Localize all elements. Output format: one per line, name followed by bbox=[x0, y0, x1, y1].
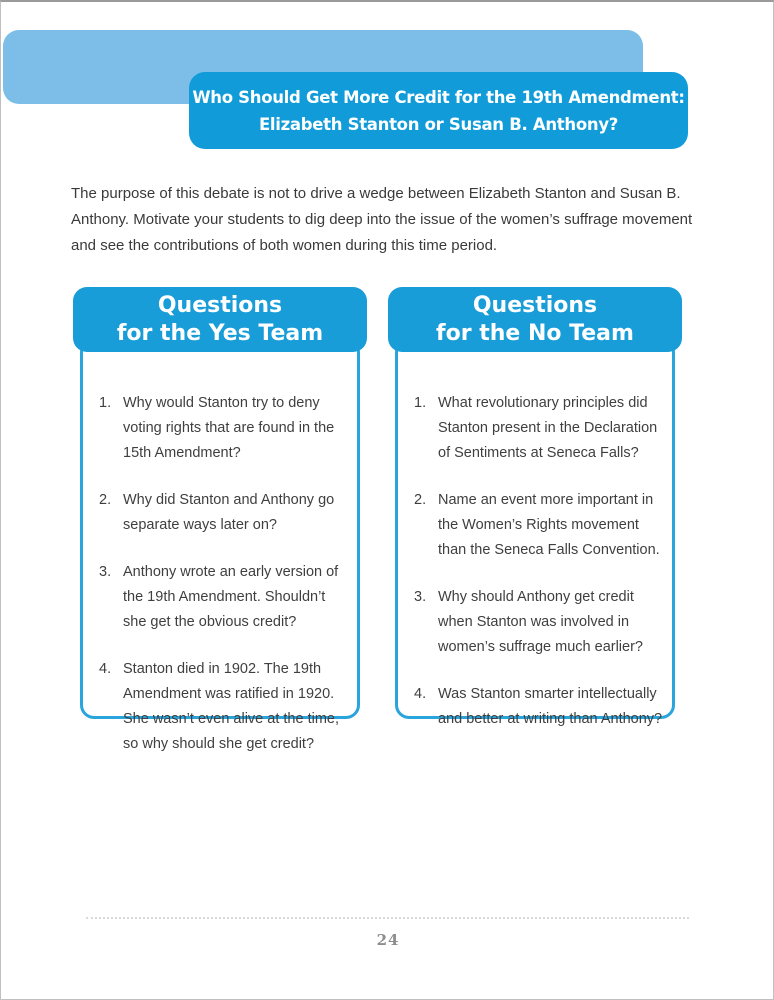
list-item bbox=[99, 391, 349, 466]
question-number: 3. bbox=[99, 564, 112, 580]
yes-team-title-line2: for the Yes Team bbox=[116, 320, 324, 346]
list-item bbox=[414, 391, 664, 466]
list-item bbox=[414, 488, 664, 563]
question-text: Why did Stanton and Anthony go separate ways later on? bbox=[123, 492, 335, 533]
question-number: 4. bbox=[99, 661, 112, 677]
question-number: 2. bbox=[414, 492, 427, 508]
no-team-box bbox=[388, 287, 682, 727]
no-team-title-line2: for the No Team bbox=[436, 320, 634, 346]
page-title-line2: Elizabeth Stanton or Susan B. Anthony? bbox=[258, 114, 619, 134]
question-number: 1. bbox=[414, 395, 427, 411]
list-item bbox=[99, 488, 349, 538]
page-number: 24 bbox=[376, 931, 400, 949]
list-item bbox=[414, 585, 664, 660]
question-number: 1. bbox=[99, 395, 112, 411]
no-team-box-title bbox=[388, 287, 682, 352]
question-number: 3. bbox=[414, 589, 427, 605]
page-title-line1: Who Should Get More Credit for the 19th Amendment: bbox=[192, 87, 685, 107]
no-team-title-line1: Questions bbox=[472, 292, 598, 318]
no-team-question-list bbox=[395, 338, 675, 727]
footer-divider bbox=[86, 917, 689, 919]
question-text: Stanton died in 1902. The 19th Amendment was ratified in 1920. She wasn’t even alive at the time, so why should she get credit? bbox=[123, 661, 340, 752]
list-item bbox=[99, 560, 349, 635]
question-number: 4. bbox=[414, 686, 427, 702]
yes-team-box-title bbox=[73, 287, 367, 352]
yes-team-question-list bbox=[80, 338, 360, 752]
question-text: Why would Stanton try to deny voting rights that are found in the 15th Amendment? bbox=[123, 395, 335, 461]
question-text: Anthony wrote an early version of the 19th Amendment. Shouldn’t she get the obvious credit? bbox=[123, 564, 339, 630]
question-text: Was Stanton smarter intellectually and better at writing than Anthony? bbox=[438, 686, 663, 727]
list-item bbox=[99, 657, 349, 757]
question-text: Why should Anthony get credit when Stanton was involved in women’s suffrage much earlier? bbox=[438, 589, 643, 655]
question-number: 2. bbox=[99, 492, 112, 508]
question-text: What revolutionary principles did Stanton present in the Declaration of Sentiments at Seneca Falls? bbox=[438, 395, 658, 461]
yes-team-box bbox=[73, 287, 367, 752]
yes-team-title-line1: Questions bbox=[157, 292, 283, 318]
question-boxes bbox=[73, 287, 682, 752]
page-title bbox=[189, 72, 688, 149]
question-text: Name an event more important in the Women’s Rights movement than the Seneca Falls Convention. bbox=[438, 492, 660, 558]
intro-paragraph: The purpose of this debate is not to drive a wedge between Elizabeth Stanton and Susan B. Anthony. Motivate your students to dig deep into the issue of the women’s suffrage movement and see the contributions of both women during this time period. bbox=[71, 185, 693, 254]
list-item bbox=[414, 682, 664, 732]
